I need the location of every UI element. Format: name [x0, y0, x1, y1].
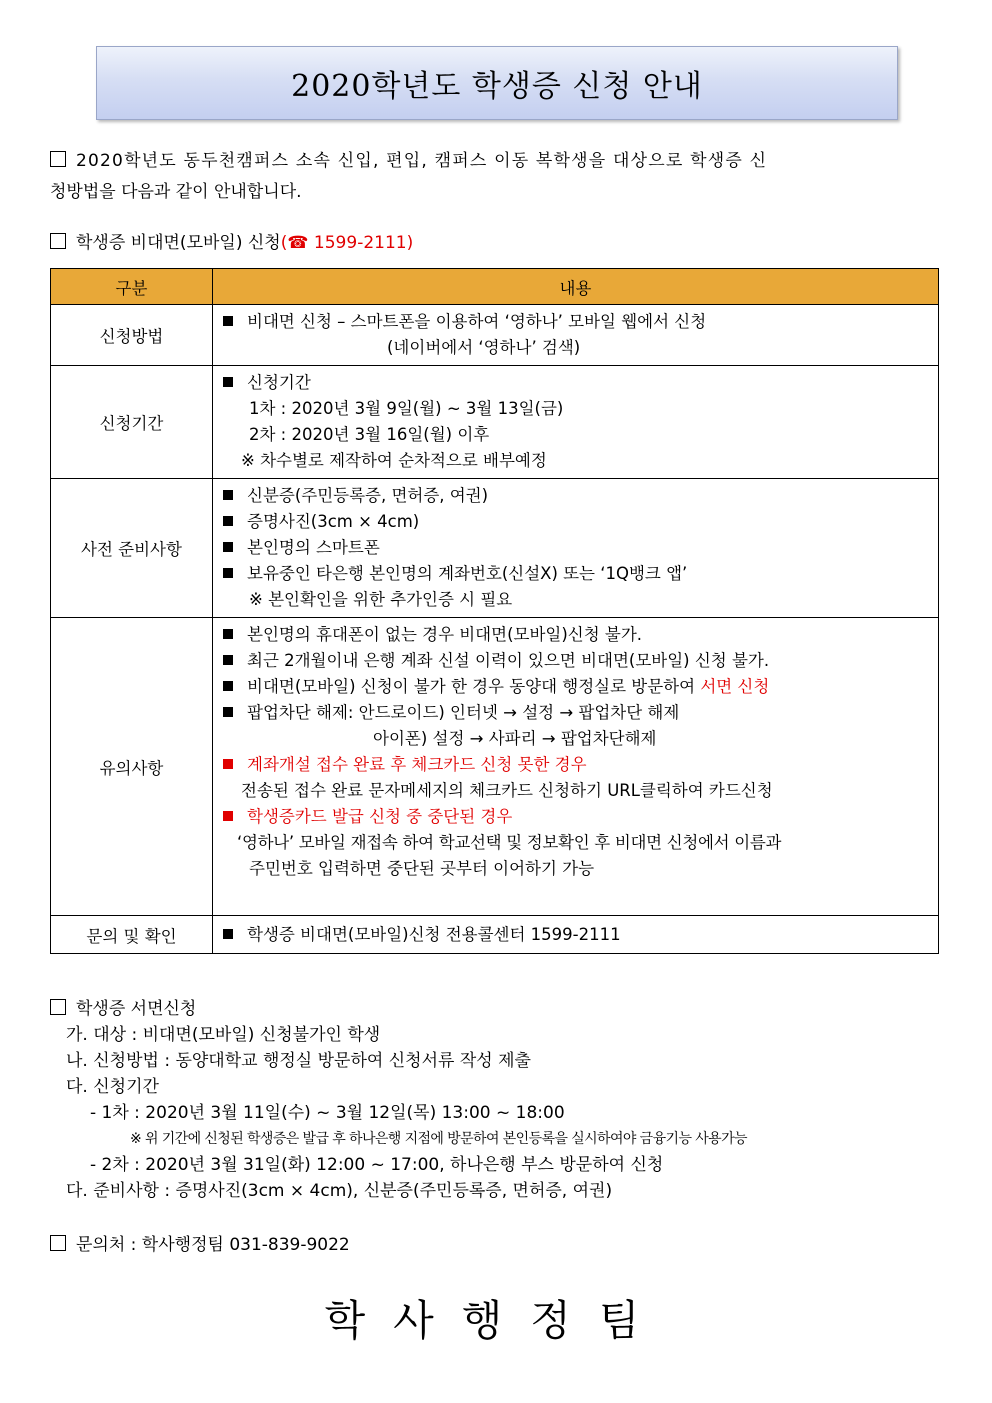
application-table — [50, 268, 939, 954]
checkbox-icon — [50, 1235, 66, 1251]
section1-heading — [50, 228, 413, 259]
period-line4: ※ 차수별로 제작하여 순차적으로 배부예정 — [241, 451, 547, 470]
contact-info — [50, 1230, 350, 1261]
row-label-contact: 문의 및 확인 — [51, 916, 213, 954]
row-label-period: 신청기간 — [51, 366, 213, 479]
square-bullet-icon — [223, 629, 233, 639]
table-row — [51, 305, 939, 366]
square-bullet-icon — [223, 542, 233, 552]
section2-item-b: 나. 신청방법 : 동양대학교 행정실 방문하여 신청서류 작성 제출 — [66, 1051, 531, 1071]
row-content-contact — [213, 916, 939, 954]
contact-line: 문의처 : 학사행정팀 031-839-9022 — [76, 1235, 350, 1255]
section2-item-a: 가. 대상 : 비대면(모바일) 신청불가인 학생 — [66, 1025, 381, 1045]
prep-line2: 증명사진(3cm × 4cm) — [247, 512, 420, 531]
table-header-row — [51, 269, 939, 305]
period-line3: 2차 : 2020년 3월 16일(월) 이후 — [249, 425, 490, 444]
section2-item-d: 다. 준비사항 : 증명사진(3cm × 4cm), 신분증(주민등록증, 면허증, 여권) — [66, 1181, 613, 1201]
title-banner — [96, 46, 898, 120]
checkbox-icon — [50, 999, 66, 1015]
notes-line2: 최근 2개월이내 은행 계좌 신설 이력이 있으면 비대면(모바일) 신청 불가. — [247, 651, 770, 670]
section2-period1-note: ※ 위 기간에 신청된 학생증은 발급 후 하나은행 지점에 방문하여 본인등록을 실시하여야 금융기능 사용가능 — [130, 1131, 747, 1147]
table-row — [51, 366, 939, 479]
period-line1: 신청기간 — [247, 373, 311, 392]
notes-line3: 비대면(모바일) 신청이 불가 한 경우 동양대 행정실로 방문하여 — [247, 677, 701, 696]
section2-period2: - 2차 : 2020년 3월 31일(화) 12:00 ~ 17:00, 하나은행 부스 방문하여 신청 — [90, 1155, 664, 1175]
section2-period1: - 1차 : 2020년 3월 11일(수) ~ 3월 12일(목) 13:00 ~ 18:00 — [90, 1103, 565, 1123]
section2-title: 학생증 서면신청 — [76, 999, 197, 1019]
row-label-prep: 사전 준비사항 — [51, 479, 213, 618]
notes-line10: 주민번호 입력하면 중단된 곳부터 이어하기 가능 — [249, 859, 595, 878]
notes-line3-highlight: 서면 신청 — [700, 677, 770, 696]
intro-paragraph — [50, 146, 942, 208]
notes-line5: 아이폰) 설정 → 사파리 → 팝업차단해제 — [373, 729, 657, 748]
signature-department: 학사행정팀 — [324, 1296, 668, 1345]
notes-line8: 학생증카드 발급 신청 중 중단된 경우 — [247, 807, 513, 826]
checkbox-icon — [50, 233, 66, 249]
table-row — [51, 479, 939, 618]
section2-item-c: 다. 신청기간 — [66, 1077, 159, 1097]
header-content: 내용 — [213, 269, 939, 305]
method-line2: (네이버에서 ‘영하나’ 검색) — [387, 338, 581, 357]
square-bullet-icon — [223, 516, 233, 526]
row-content-notes — [213, 618, 939, 916]
square-bullet-icon — [223, 759, 233, 769]
row-content-period — [213, 366, 939, 479]
square-bullet-icon — [223, 377, 233, 387]
period-line2: 1차 : 2020년 3월 9일(월) ~ 3월 13일(금) — [249, 399, 564, 418]
square-bullet-icon — [223, 316, 233, 326]
row-label-method: 신청방법 — [51, 305, 213, 366]
square-bullet-icon — [223, 929, 233, 939]
prep-line4: 보유중인 타은행 본인명의 계좌번호(신설X) 또는 ‘1Q뱅크 앱’ — [247, 564, 688, 583]
row-content-method — [213, 305, 939, 366]
page-title: 2020학년도 학생증 신청 안내 — [291, 69, 703, 104]
square-bullet-icon — [223, 811, 233, 821]
square-bullet-icon — [223, 681, 233, 691]
prep-line3: 본인명의 스마트폰 — [247, 538, 380, 557]
section1-title: 학생증 비대면(모바일) 신청 — [76, 233, 281, 253]
square-bullet-icon — [223, 568, 233, 578]
square-bullet-icon — [223, 490, 233, 500]
intro-line2: 청방법을 다음과 같이 안내합니다. — [50, 182, 302, 202]
notes-line1: 본인명의 휴대폰이 없는 경우 비대면(모바일)신청 불가. — [247, 625, 643, 644]
section2-written-application — [50, 996, 747, 1204]
method-line1: 비대면 신청 – 스마트폰을 이용하여 ‘영하나’ 모바일 웹에서 신청 — [247, 312, 707, 331]
square-bullet-icon — [223, 707, 233, 717]
notes-line9: ‘영하나’ 모바일 재접속 하여 학교선택 및 정보확인 후 비대면 신청에서 이름과 — [237, 833, 782, 852]
prep-line5: ※ 본인확인을 위한 추가인증 시 필요 — [249, 590, 513, 609]
table-row — [51, 916, 939, 954]
row-label-notes: 유의사항 — [51, 618, 213, 916]
intro-line1: 2020학년도 동두천캠퍼스 소속 신입, 편입, 캠퍼스 이동 복학생을 대상으로 학생증 신 — [76, 151, 768, 171]
notes-line4: 팝업차단 해제: 안드로이드) 인터넷 → 설정 → 팝업차단 해제 — [247, 703, 680, 722]
prep-line1: 신분증(주민등록증, 면허증, 여권) — [247, 486, 489, 505]
square-bullet-icon — [223, 655, 233, 665]
row-content-prep — [213, 479, 939, 618]
table-row — [51, 618, 939, 916]
notes-line7: 전송된 접수 완료 문자메세지의 체크카드 신청하기 URL클릭하여 카드신청 — [241, 781, 773, 800]
notes-line6: 계좌개설 접수 완료 후 체크카드 신청 못한 경우 — [247, 755, 587, 774]
header-category: 구분 — [51, 269, 213, 305]
contact-line1: 학생증 비대면(모바일)신청 전용콜센터 1599-2111 — [247, 924, 621, 944]
phone-number: (☎ 1599-2111) — [280, 233, 414, 253]
checkbox-icon — [50, 151, 66, 167]
